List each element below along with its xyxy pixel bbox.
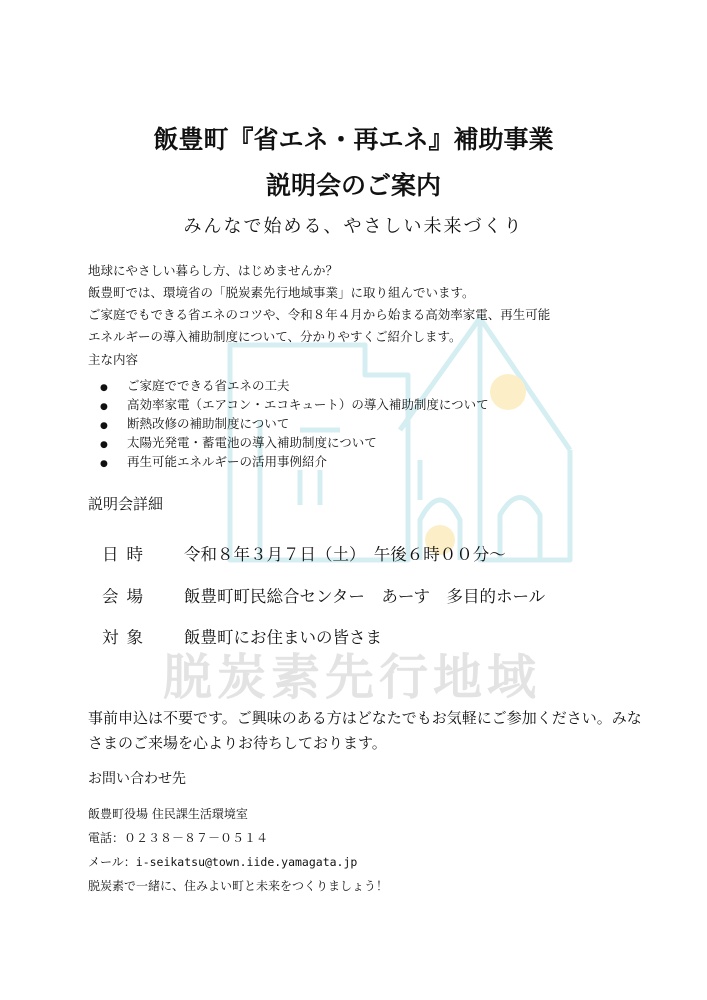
detail-value: 令和８年３月７日（土） 午後６時００分～ (184, 545, 506, 564)
watermark-text: 脱炭素先行地域 (162, 648, 542, 706)
list-item (100, 452, 489, 471)
intro-section (88, 260, 648, 348)
list-item-label: ご家庭でできる省エネの工夫 (127, 378, 290, 393)
intro-line: エネルギーの導入補助制度について、分かりやすくご紹介します。 (88, 329, 462, 344)
detail-row-date (102, 541, 506, 565)
details-heading: 説明会詳細 (88, 495, 164, 513)
bullet-icon: ● (100, 383, 108, 393)
list-item (100, 414, 489, 433)
list-item-label: 太陽光発電・蓄電池の導入補助制度について (127, 435, 377, 450)
list-item-label: 再生可能エネルギーの活用事例紹介 (127, 454, 328, 469)
page-title: 飯豊町『省エネ・再エネ』補助事業 (153, 125, 554, 154)
list-item (100, 395, 489, 414)
bullet-icon: ● (100, 421, 108, 431)
notice-text: 事前申込は不要です。ご興味のある方はどなたでもお気軽にご参加ください。みなさまのご来場を心よりお待ちしております。 (88, 709, 642, 752)
page-title-second-line: 説明会のご案内 (265, 171, 441, 200)
contact-office: 飯豊町役場 住民課生活環境室 (88, 807, 248, 821)
contents-list (100, 376, 489, 471)
list-item (100, 376, 489, 395)
detail-value: 飯豊町にお住まいの皆さま (184, 628, 382, 647)
contents-heading: 主な内容 (88, 352, 139, 367)
detail-label: 対象 (102, 628, 151, 647)
subtitle: みんなで始める、やさしい未来づくり (183, 216, 524, 237)
contact-section (88, 802, 388, 898)
detail-label: 日時 (102, 545, 151, 564)
contact-email-link[interactable]: i-seikatsu@town.iide.yamagata.jp (135, 855, 358, 869)
bullet-icon: ● (100, 402, 108, 412)
contact-phone: 電話：０２３８－８７－０５１４ (88, 831, 269, 845)
contact-heading: お問い合わせ先 (88, 771, 186, 787)
list-item-label: 高効率家電（エアコン・エコキュート）の導入補助制度について (127, 397, 489, 412)
intro-line: 飯豊町では、環境省の「脱炭素先行地域事業」に取り組んでいます。 (88, 285, 475, 300)
list-item-label: 断熱改修の補助制度について (127, 416, 290, 431)
detail-value: 飯豊町町民総合センター あーす 多目的ホール (184, 587, 546, 606)
bullet-icon: ● (100, 440, 108, 450)
detail-row-target (102, 624, 382, 648)
intro-line: 地球にやさしい暮らし方、はじめませんか？ (88, 263, 339, 278)
bullet-icon: ● (100, 459, 108, 469)
closing-message: 脱炭素で一緒に、住みよい町と未来をつくりましょう！ (88, 879, 389, 893)
list-item (100, 433, 489, 452)
detail-row-venue (102, 583, 545, 607)
detail-label: 会場 (102, 587, 151, 606)
intro-line: ご家庭でもできる省エネのコツや、令和８年４月から始まる高効率家電、再生可能 (88, 307, 551, 322)
contact-email-line (88, 850, 388, 874)
contact-email-label: メール： (88, 855, 136, 869)
